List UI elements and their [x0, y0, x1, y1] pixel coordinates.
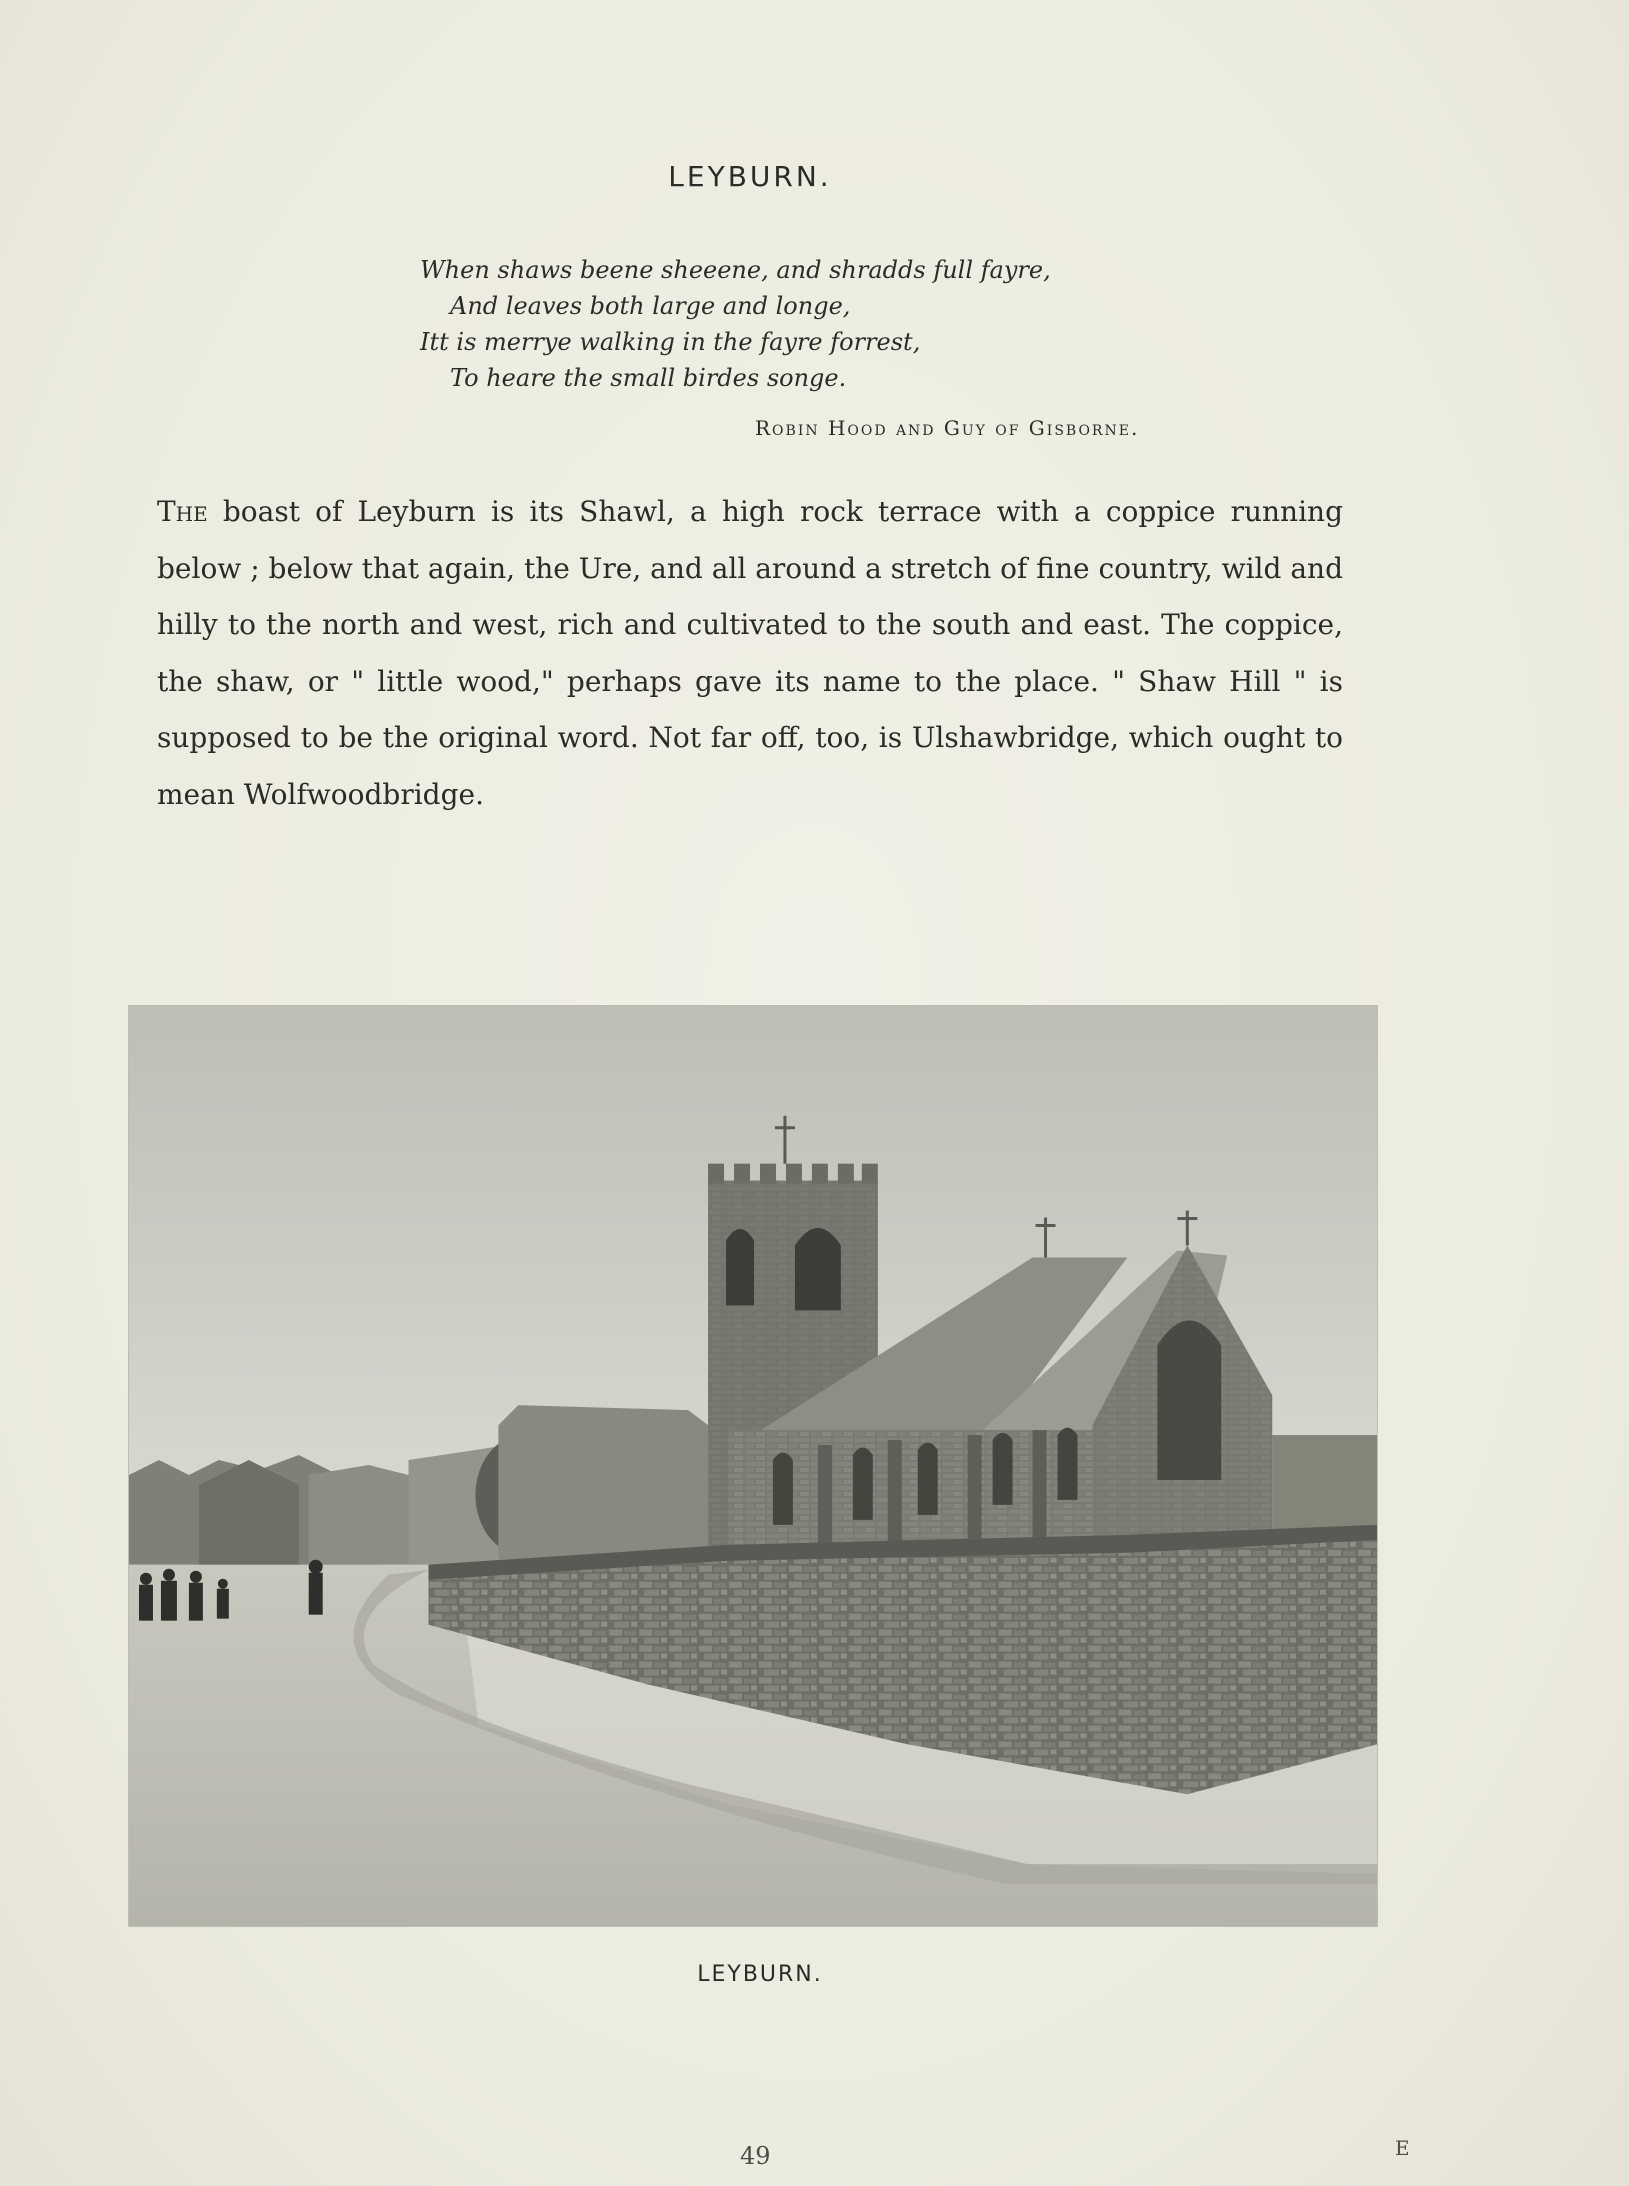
- poem-line: And leaves both large and longe,: [450, 292, 851, 320]
- church-photograph: [129, 1006, 1377, 1926]
- poem-attribution: Robin Hood and Guy of Gisborne.: [755, 416, 1140, 440]
- page-number: 49: [740, 2142, 771, 2170]
- poem-line: To heare the small birdes songe.: [450, 364, 847, 392]
- poem-line: Itt is merrye walking in the fayre forrest,: [420, 328, 921, 356]
- signature-mark: E: [1395, 2136, 1410, 2160]
- paragraph-text: boast of Leyburn is its Shawl, a high rock terrace with a coppice running below ; below that again, the Ure, and all around a stretch of fine country, wild and hilly to the north and west, rich and cultivated to the south and east. The coppice, the shaw, or " little wood," perhaps gave its name to the place. " Shaw Hill " is supposed to be the original word. Not far off, too, is Ulshawbridge, which ought to mean Wolfwoodbridge.: [157, 495, 1343, 811]
- poem-line: When shaws beene sheeene, and shradds full fayre,: [420, 256, 1051, 284]
- photo-plate: [128, 1005, 1378, 1927]
- lead-word: The: [157, 495, 208, 528]
- epigraph-poem: [420, 252, 1240, 396]
- body-paragraph: [157, 484, 1343, 823]
- page-heading: LEYBURN.: [668, 160, 832, 193]
- plate-caption: LEYBURN.: [697, 1962, 823, 1987]
